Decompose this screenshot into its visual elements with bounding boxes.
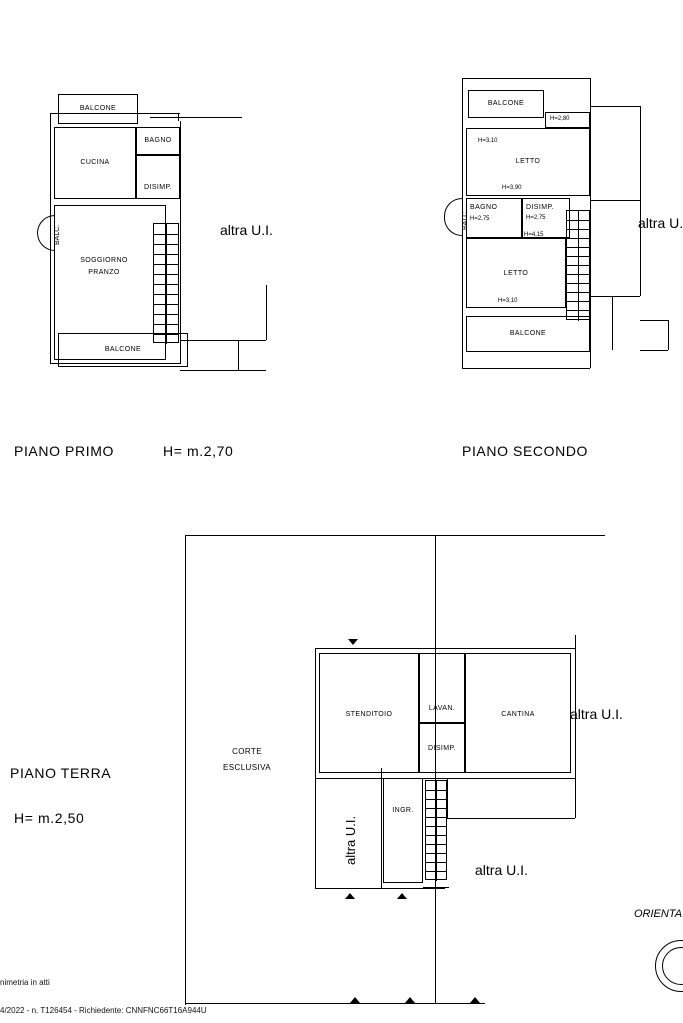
entrance-marker-icon: [405, 997, 415, 1003]
height-label: H=2,75: [526, 215, 546, 221]
balcony-arc-left: [444, 198, 462, 236]
wall: [590, 78, 591, 368]
room-label: BALCONE: [509, 330, 547, 337]
wall: [180, 370, 266, 371]
height-label: H=3,10: [478, 138, 498, 144]
room-label: BALCONE: [79, 105, 117, 112]
wall: [462, 78, 590, 79]
room-label: CUCINA: [80, 159, 110, 166]
height-label: H=2,80: [550, 116, 570, 122]
room-label: CANTINA: [501, 711, 535, 718]
room-label: ESCLUSIVA: [223, 763, 271, 772]
wall: [315, 648, 316, 778]
room-lavanderia: [419, 653, 465, 723]
footer-line-1: nimetria in atti: [0, 978, 50, 987]
floor-plan-piano-terra: [185, 535, 615, 1005]
wall: [238, 340, 239, 370]
wall: [266, 285, 267, 340]
room-label: BAGNO: [144, 137, 172, 144]
room-ingresso: [383, 778, 423, 883]
room-label: BALC.: [54, 224, 61, 245]
wall: [575, 635, 576, 649]
wall: [447, 778, 448, 818]
neighbor-label-terra-right: altra U.I.: [570, 706, 623, 722]
wall: [423, 887, 449, 888]
entrance-marker-icon: [350, 997, 360, 1003]
neighbor-label-terra-left: altra U.I.: [343, 815, 358, 865]
lot-boundary: [185, 535, 605, 536]
wall: [178, 113, 179, 121]
height-label: H=4,15: [524, 232, 544, 238]
wall: [315, 888, 445, 889]
entrance-marker-icon: [470, 997, 480, 1003]
wall: [447, 778, 575, 779]
wall: [575, 778, 576, 818]
wall: [640, 106, 641, 296]
room-label: DISIMP.: [526, 204, 554, 211]
wall: [590, 106, 640, 107]
neighbor-label-terra-bottom: altra U.I.: [475, 862, 528, 878]
room-label: DISIMP.: [144, 184, 172, 191]
room-label: LETTO: [515, 158, 541, 165]
title-piano-terra: PIANO TERRA: [10, 765, 112, 781]
wall: [315, 768, 316, 888]
room-label: PRANZO: [88, 269, 120, 276]
room-disimpegno: [136, 155, 180, 199]
room-label: INGR.: [392, 807, 414, 814]
room-label: SOGGIORNO: [80, 257, 128, 264]
wall: [590, 296, 640, 297]
room-label: BALCONE: [104, 346, 142, 353]
footer-line-2: 4/2022 - n. T126454 - Richiedente: CNNFNC66T16A944U: [0, 1006, 207, 1015]
staircase: [425, 780, 447, 880]
entrance-marker-icon: [348, 639, 358, 645]
wall: [180, 121, 181, 363]
wall: [640, 350, 668, 351]
orientation-label: ORIENTA: [634, 908, 683, 920]
height-note-primo: H= m.2,70: [163, 443, 234, 459]
room-label: LAVAN.: [428, 705, 456, 712]
wall: [462, 368, 590, 369]
staircase: [566, 210, 590, 320]
entrance-marker-icon: [345, 893, 355, 899]
title-piano-secondo: PIANO SECONDO: [462, 443, 589, 459]
entrance-marker-icon: [397, 893, 407, 899]
room-label: BALC.: [462, 209, 469, 230]
lot-boundary: [185, 1003, 485, 1004]
staircase: [153, 223, 179, 343]
wall: [315, 648, 575, 649]
neighbor-label-primo: altra U.I.: [220, 222, 273, 238]
room-label: BALCONE: [487, 100, 525, 107]
room-label: CORTE: [232, 747, 262, 756]
wall: [612, 296, 613, 350]
height-label: H=2,75: [470, 216, 490, 222]
wall: [668, 320, 669, 350]
wall: [381, 768, 382, 888]
room-label: STENDITOIO: [345, 711, 393, 718]
wall: [180, 340, 266, 341]
room-label: BAGNO: [470, 204, 498, 211]
balcony-arc-left: [37, 215, 55, 251]
room-label: DISIMP.: [428, 745, 456, 752]
title-piano-primo: PIANO PRIMO: [14, 443, 114, 459]
neighbor-label-secondo: altra U.: [638, 215, 683, 231]
room-label: LETTO: [503, 270, 529, 277]
wall: [150, 117, 242, 118]
height-note-terra: H= m.2,50: [14, 810, 85, 826]
wall: [447, 818, 575, 819]
lot-boundary: [185, 535, 186, 1005]
height-label: H=3,90: [502, 185, 522, 191]
height-label: H=3,10: [498, 298, 518, 304]
wall: [640, 320, 668, 321]
wall: [590, 200, 640, 201]
balcone-side-cell: [545, 112, 590, 128]
